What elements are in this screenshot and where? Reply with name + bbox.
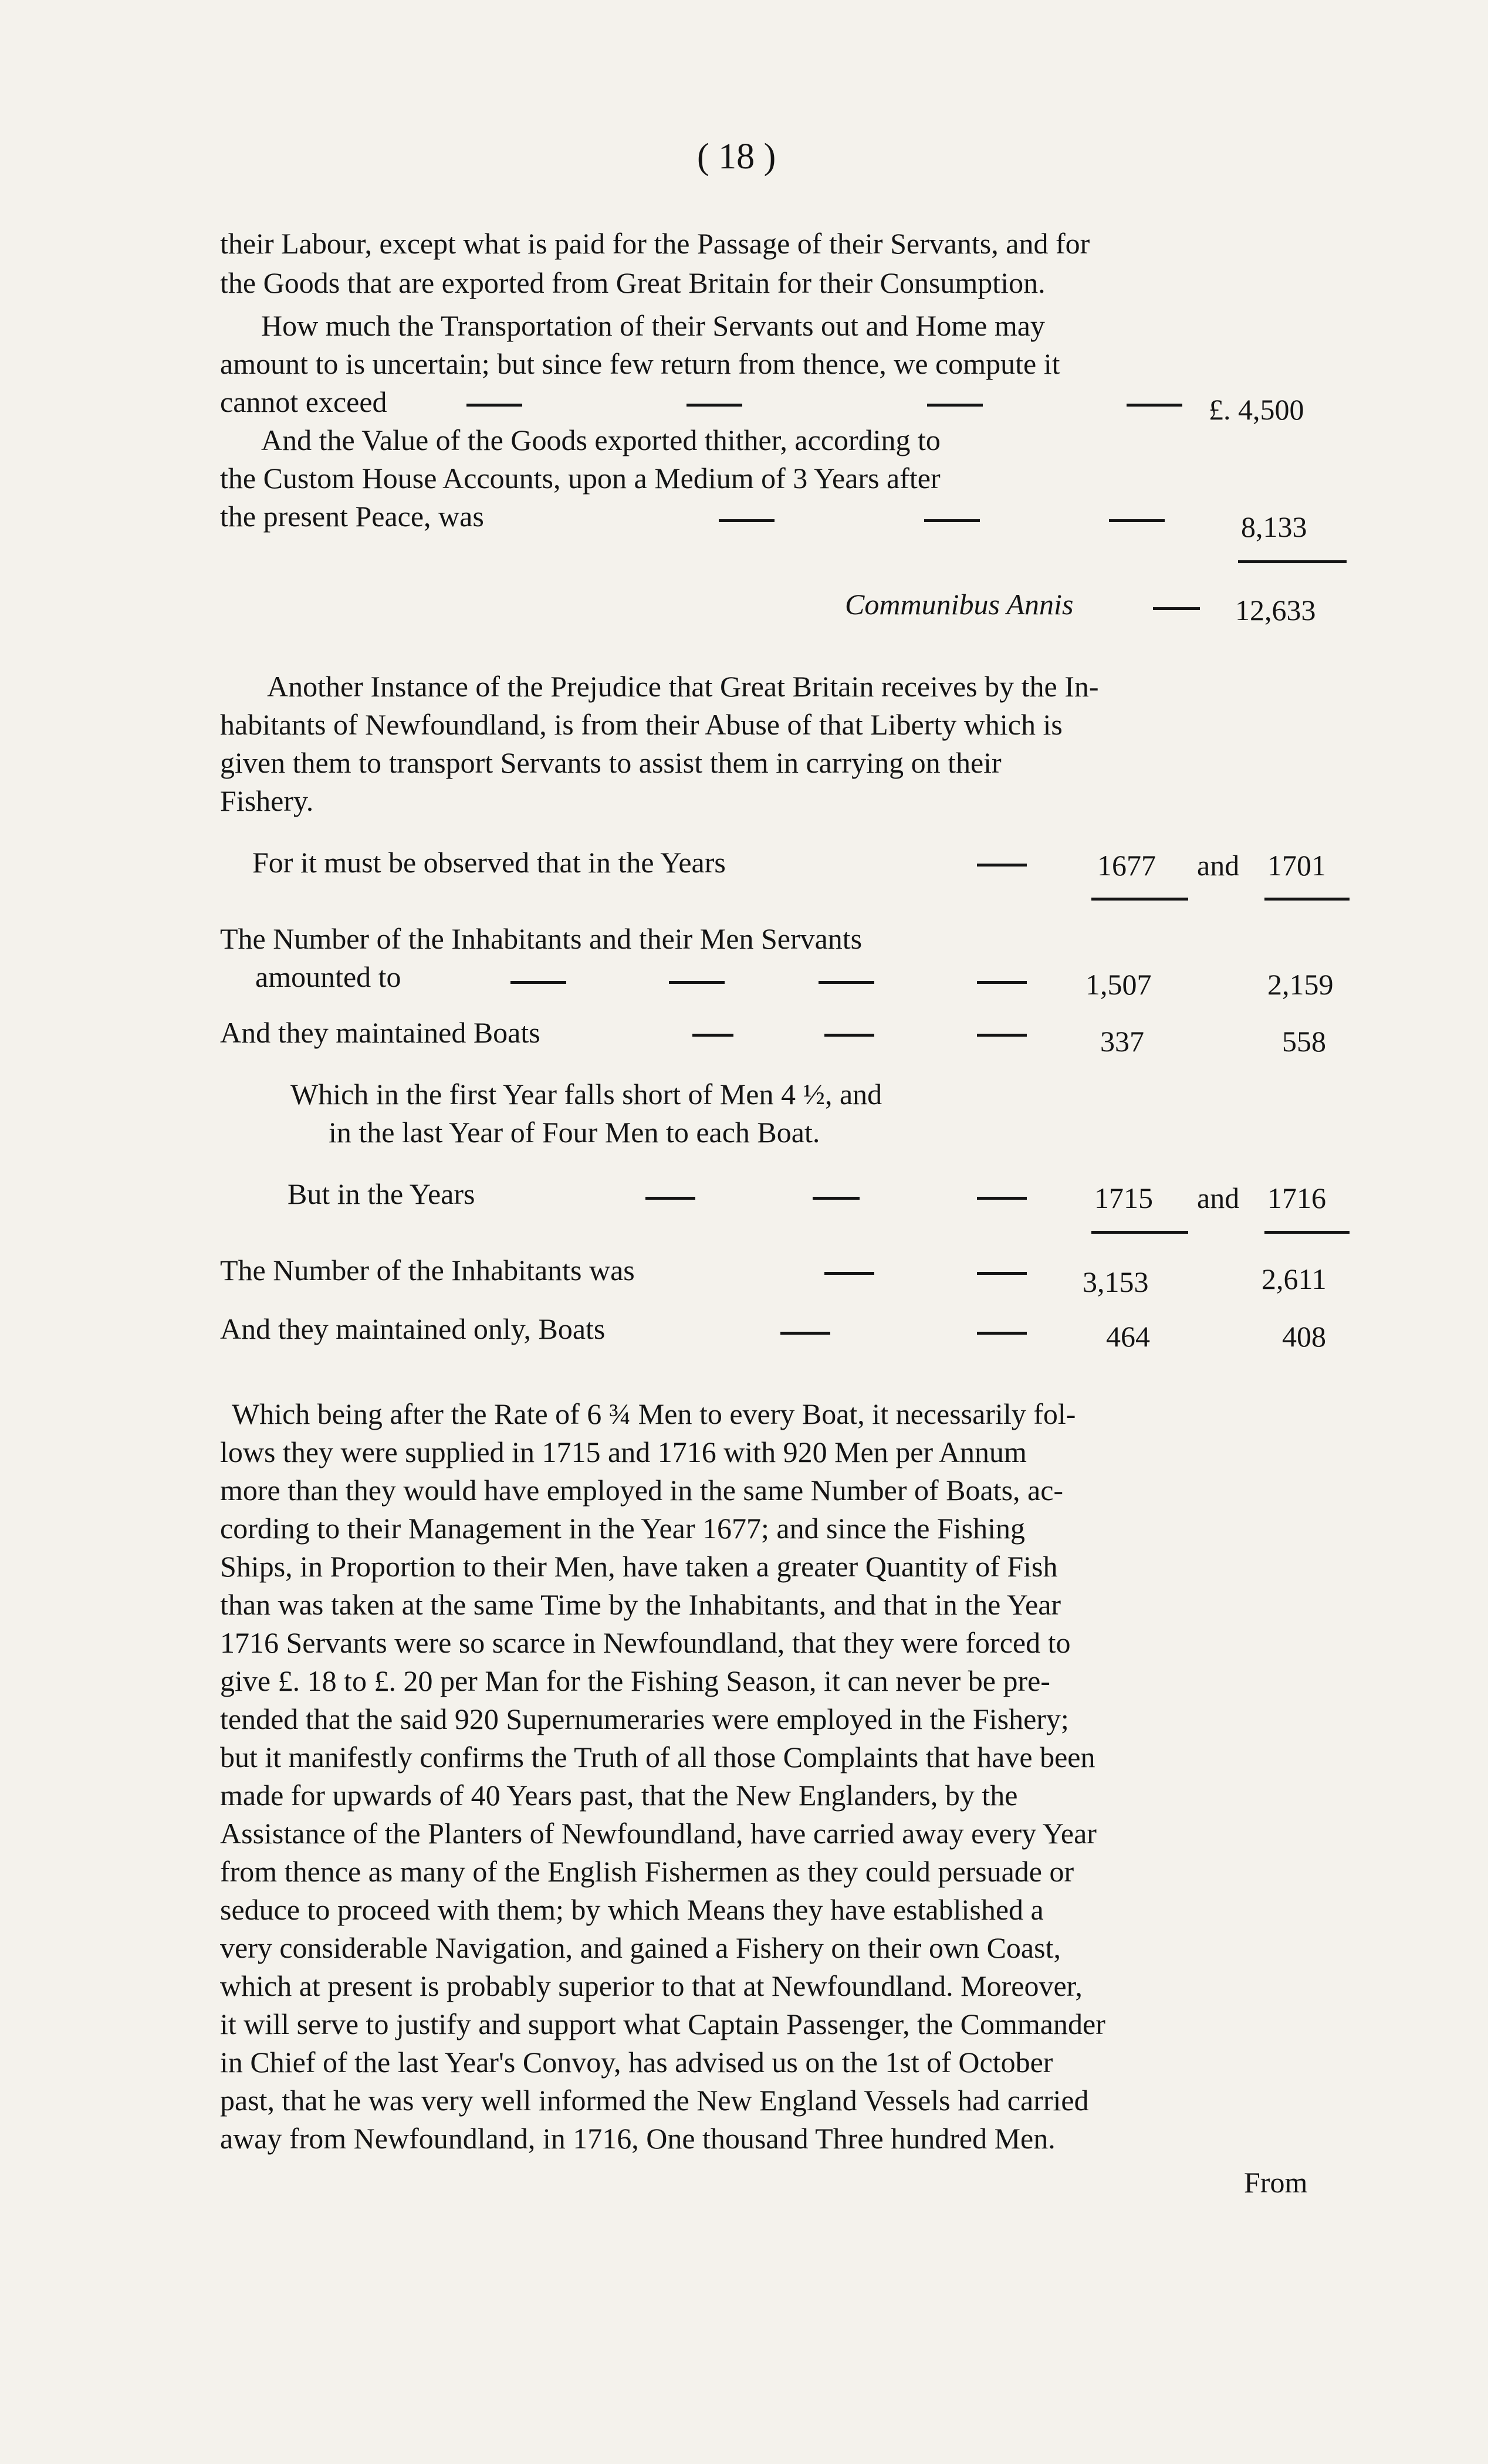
note-line: Which in the first Year falls short of Men 4 ½, and bbox=[290, 1078, 882, 1111]
leader-dash bbox=[819, 981, 874, 984]
text-line: Fishery. bbox=[220, 784, 314, 817]
leader-dash bbox=[466, 404, 522, 407]
leader-dash bbox=[719, 519, 775, 522]
leader-dash bbox=[686, 404, 742, 407]
text-line: 1716 Servants were so scarce in Newfoundland, that they were forced to bbox=[220, 1626, 1071, 1659]
text-line: amount to is uncertain; but since few return from thence, we compute it bbox=[220, 347, 1060, 380]
leader-dash bbox=[645, 1197, 695, 1200]
text-line: the Custom House Accounts, upon a Medium of 3 Years after bbox=[220, 462, 941, 495]
cell-value: 1,507 bbox=[1085, 968, 1152, 1001]
text-line: And the Value of the Goods exported thither, according to bbox=[261, 424, 941, 456]
text-line: which at present is probably superior to that at Newfoundland. Moreover, bbox=[220, 1969, 1083, 2002]
text-line: given them to transport Servants to assist them in carrying on their bbox=[220, 746, 1002, 779]
leader-dash bbox=[692, 1034, 733, 1037]
text-line: cording to their Management in the Year 1677; and since the Fishing bbox=[220, 1512, 1025, 1545]
cell-value: 408 bbox=[1282, 1320, 1326, 1353]
text-line: but it manifestly confirms the Truth of all those Complaints that have been bbox=[220, 1741, 1095, 1773]
text-line: tended that the said 920 Supernumeraries were employed in the Fishery; bbox=[220, 1703, 1069, 1735]
year-value: 1716 bbox=[1267, 1182, 1326, 1214]
text-line: the present Peace, was bbox=[220, 500, 484, 533]
leader-dash bbox=[824, 1272, 874, 1275]
year-value: 1677 bbox=[1097, 849, 1156, 882]
leader-dash bbox=[1153, 607, 1200, 610]
leader-dash bbox=[813, 1197, 860, 1200]
column-rule bbox=[1264, 898, 1350, 901]
column-rule bbox=[1091, 1231, 1188, 1234]
text-line: their Labour, except what is paid for the Passage of their Servants, and for bbox=[220, 227, 1090, 260]
leader-dash bbox=[669, 981, 725, 984]
catchword: From bbox=[1244, 2166, 1308, 2199]
cell-value: 2,611 bbox=[1262, 1263, 1327, 1295]
sum-rule bbox=[1238, 560, 1347, 563]
text-line: give £. 18 to £. 20 per Man for the Fishing Season, it can never be pre- bbox=[220, 1664, 1050, 1697]
total-label: Communibus Annis bbox=[845, 588, 1074, 621]
row-label: And they maintained Boats bbox=[220, 1016, 540, 1049]
leader-dash bbox=[824, 1034, 874, 1037]
cell-value: 3,153 bbox=[1083, 1265, 1149, 1298]
text-line: than was taken at the same Time by the Inhabitants, and that in the Year bbox=[220, 1588, 1061, 1621]
cell-value: 2,159 bbox=[1267, 968, 1334, 1001]
cell-value: 337 bbox=[1100, 1025, 1144, 1058]
text-line: made for upwards of 40 Years past, that the New Englanders, by the bbox=[220, 1779, 1018, 1812]
leader-dash bbox=[977, 1272, 1027, 1275]
text-line: past, that he was very well informed the New England Vessels had carried bbox=[220, 2084, 1089, 2117]
text-line: in Chief of the last Year's Convoy, has advised us on the 1st of October bbox=[220, 2046, 1053, 2079]
text-line: more than they would have employed in the same Number of Boats, ac- bbox=[220, 1474, 1064, 1507]
leader-dash bbox=[977, 1332, 1027, 1335]
year-connector: and bbox=[1197, 849, 1240, 882]
text-line: seduce to proceed with them; by which Means they have established a bbox=[220, 1893, 1044, 1926]
page-number: ( 18 ) bbox=[697, 137, 776, 177]
text-line: Which being after the Rate of 6 ¾ Men to every Boat, it necessarily fol- bbox=[232, 1397, 1076, 1430]
text-line: the Goods that are exported from Great Britain for their Consumption. bbox=[220, 266, 1046, 299]
amount-value: 8,133 bbox=[1241, 510, 1307, 543]
row-label: And they maintained only, Boats bbox=[220, 1312, 606, 1345]
column-rule bbox=[1264, 1231, 1350, 1234]
row-label: amounted to bbox=[255, 960, 401, 993]
leader-dash bbox=[927, 404, 983, 407]
text-line: lows they were supplied in 1715 and 1716 with 920 Men per Annum bbox=[220, 1436, 1027, 1468]
text-line: habitants of Newfoundland, is from their Abuse of that Liberty which is bbox=[220, 708, 1063, 741]
text-line: How much the Transportation of their Servants out and Home may bbox=[261, 309, 1045, 342]
leader-dash bbox=[924, 519, 980, 522]
leader-dash bbox=[977, 1034, 1027, 1037]
text-line: Ships, in Proportion to their Men, have taken a greater Quantity of Fish bbox=[220, 1550, 1058, 1583]
year-connector: and bbox=[1197, 1182, 1240, 1214]
leader-dash bbox=[977, 864, 1027, 867]
year-value: 1701 bbox=[1267, 849, 1326, 882]
leader-dash bbox=[780, 1332, 830, 1335]
row-label: The Number of the Inhabitants and their Men Servants bbox=[220, 922, 863, 955]
leader-dash bbox=[1109, 519, 1165, 522]
column-rule bbox=[1091, 898, 1188, 901]
leader-dash bbox=[1127, 404, 1182, 407]
cell-value: 558 bbox=[1282, 1025, 1326, 1058]
table-intro: For it must be observed that in the Years bbox=[252, 846, 726, 879]
text-line: it will serve to justify and support what Captain Passenger, the Commander bbox=[220, 2008, 1105, 2040]
text-line: Assistance of the Planters of Newfoundland, have carried away every Year bbox=[220, 1817, 1097, 1850]
row-label: But in the Years bbox=[288, 1177, 475, 1210]
text-line: from thence as many of the English Fishermen as they could persuade or bbox=[220, 1855, 1074, 1888]
amount-value: £. 4,500 bbox=[1209, 393, 1304, 426]
text-line: cannot exceed bbox=[220, 385, 387, 418]
text-line: very considerable Navigation, and gained a Fishery on their own Coast, bbox=[220, 1931, 1061, 1964]
leader-dash bbox=[510, 981, 566, 984]
leader-dash bbox=[977, 981, 1027, 984]
cell-value: 464 bbox=[1106, 1320, 1150, 1353]
row-label: The Number of the Inhabitants was bbox=[220, 1254, 635, 1287]
total-value: 12,633 bbox=[1235, 594, 1316, 627]
leader-dash bbox=[977, 1197, 1027, 1200]
note-line: in the last Year of Four Men to each Boat. bbox=[329, 1116, 820, 1149]
year-value: 1715 bbox=[1094, 1182, 1153, 1214]
text-line: away from Newfoundland, in 1716, One thousand Three hundred Men. bbox=[220, 2122, 1056, 2155]
text-line: Another Instance of the Prejudice that Great Britain receives by the In- bbox=[267, 670, 1099, 703]
